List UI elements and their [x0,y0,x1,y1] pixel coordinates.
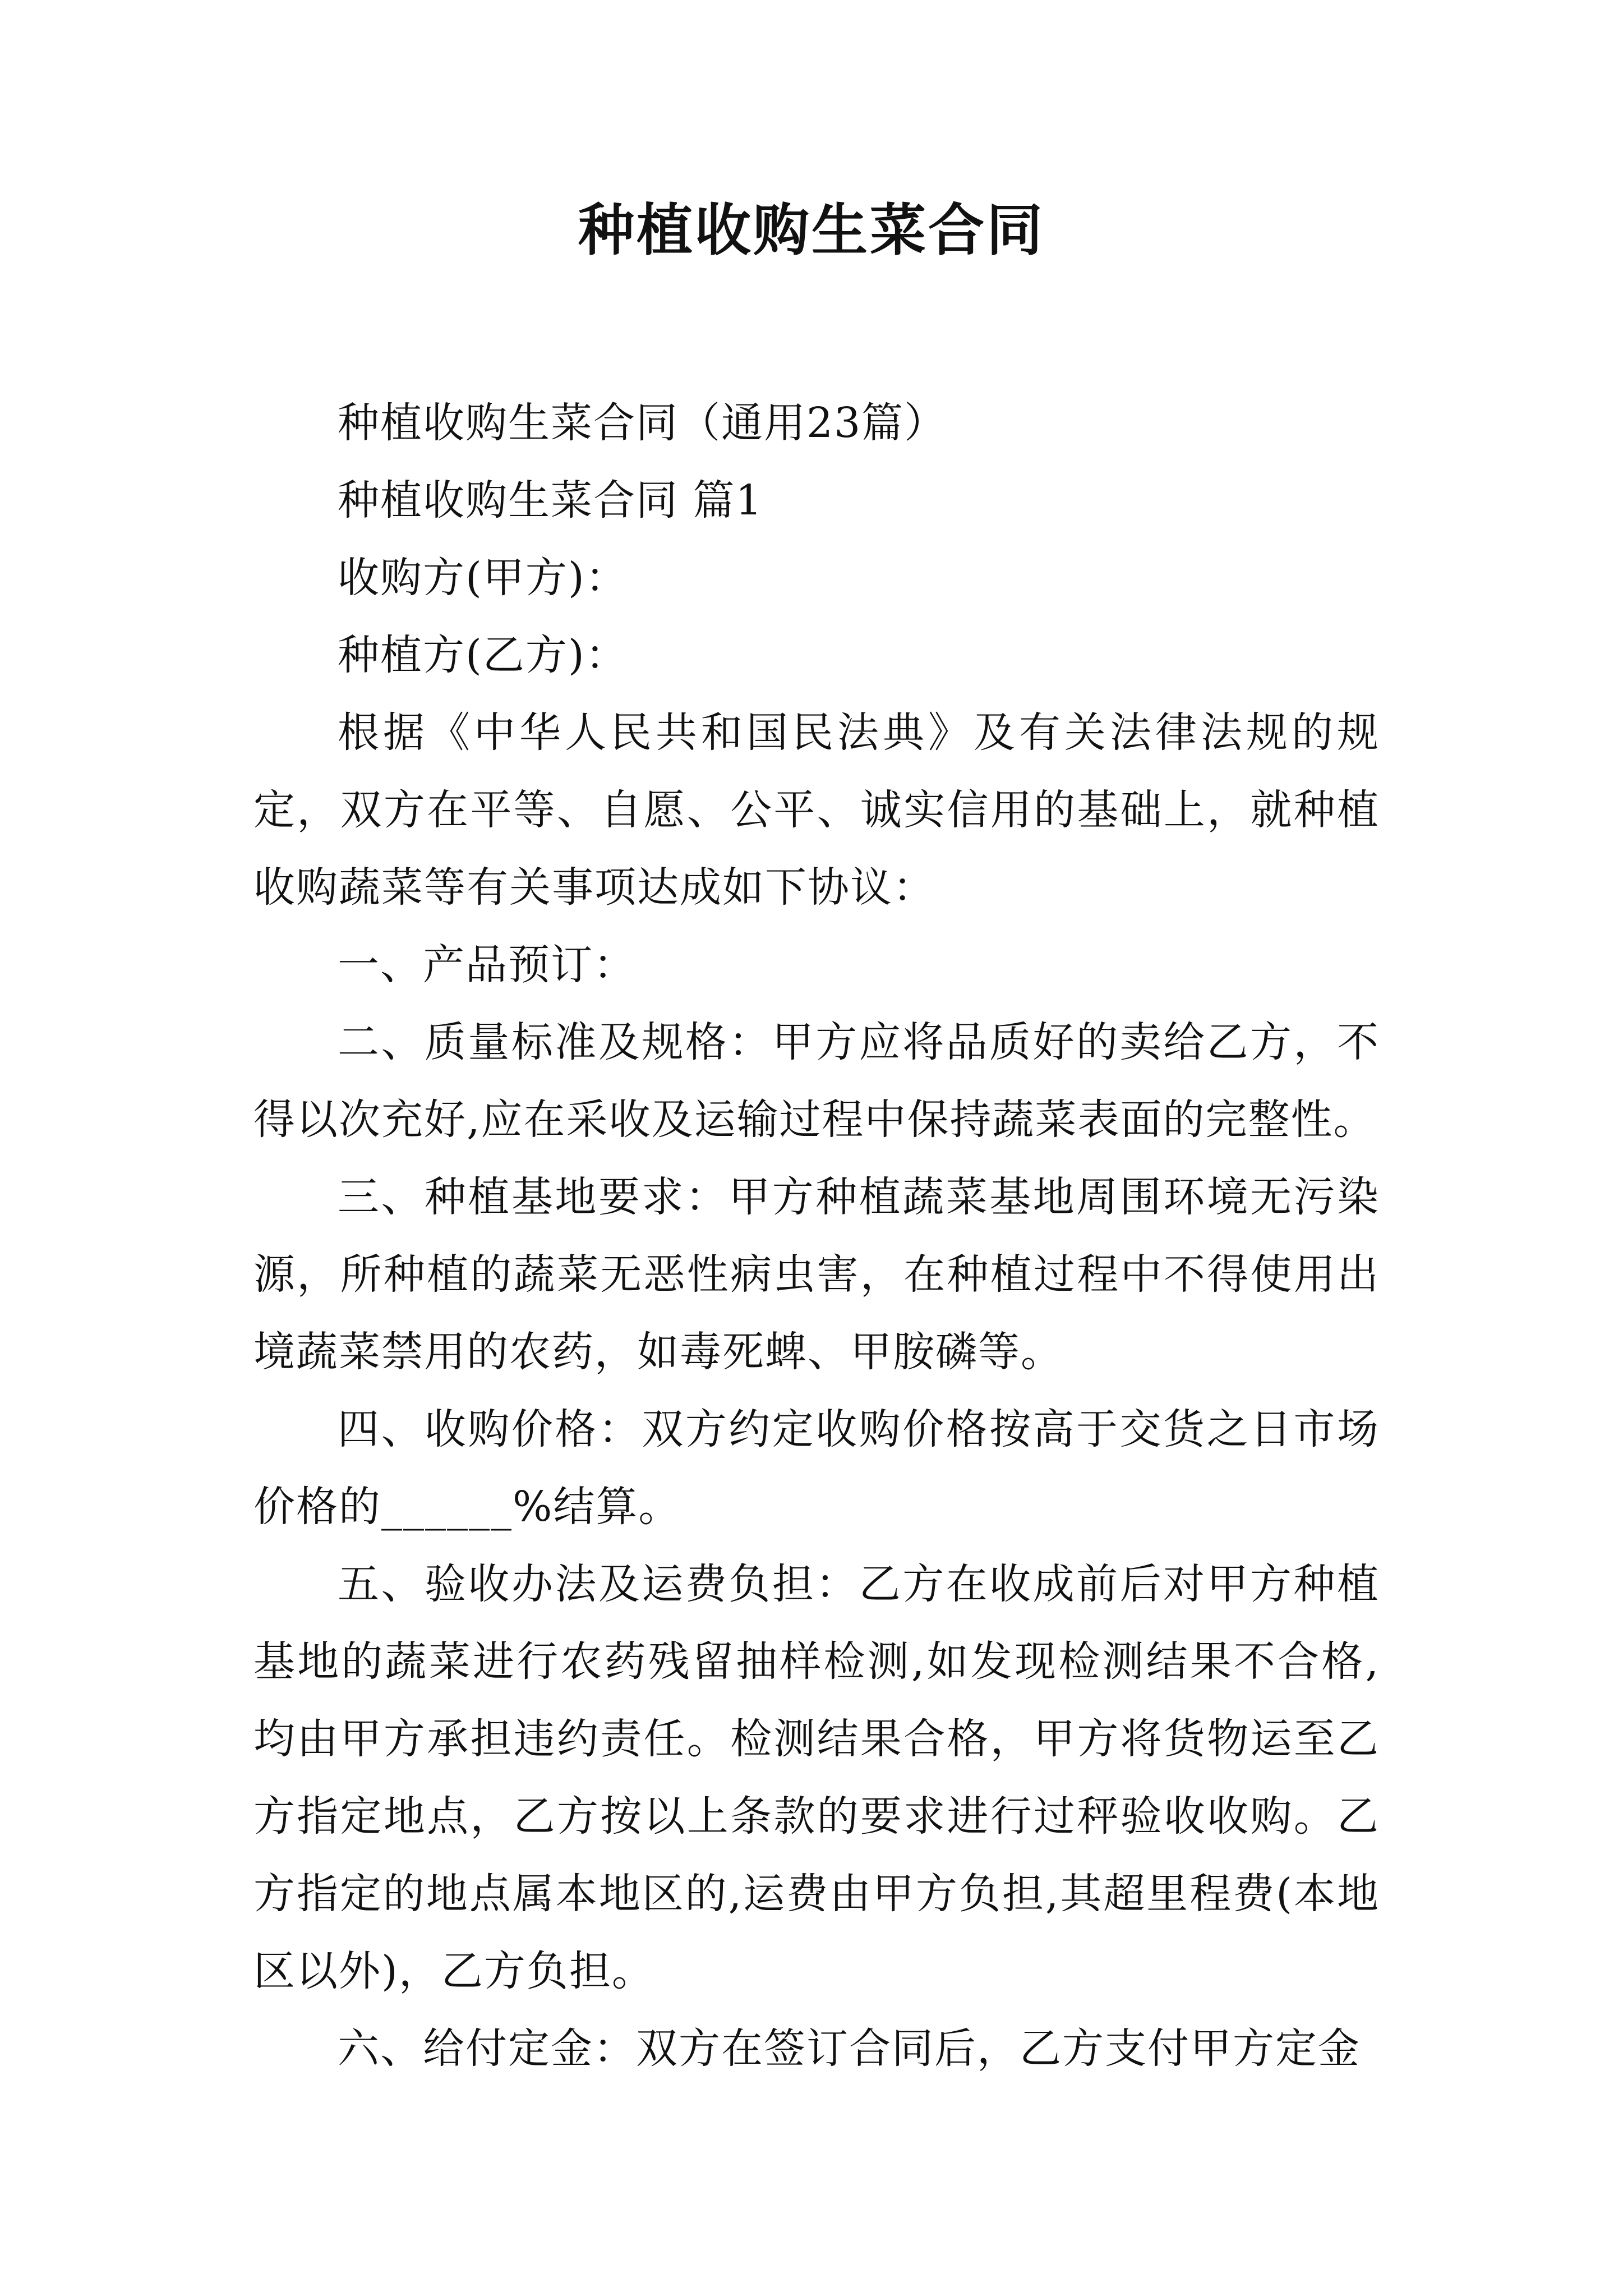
document-title: 种植收购生菜合同 [578,197,1045,263]
paragraph-clause-3: 三、种植基地要求：甲方种植蔬菜基地周围环境无污染源，所种植的蔬菜无恶性病虫害，在种植过程中不得使用出境蔬菜禁用的农药，如毒死蜱、甲胺磷等。 [253,1173,1380,1376]
paragraph-subtitle: 种植收购生菜合同（通用23篇） [338,399,947,447]
paragraph-preamble: 根据《中华人民共和国民法典》及有关法律法规的规定，双方在平等、自愿、公平、诚实信用的基础上，就种植收购蔬菜等有关事项达成如下协议： [253,708,1380,912]
paragraph-clause-4: 四、收购价格：双方约定收购价格按高于交货之日市场价格的______%结算。 [253,1405,1380,1531]
paragraph-clause-2: 二、质量标准及规格：甲方应将品质好的卖给乙方，不得以次充好,应在采收及运输过程中保持蔬菜表面的完整性。 [253,1018,1380,1144]
paragraph-party-a: 收购方(甲方)： [338,554,628,602]
paragraph-clause-6: 六、给付定金：双方在签订合同后，乙方支付甲方定金 [338,2024,1361,2073]
paragraph-party-b: 种植方(乙方)： [338,631,628,679]
paragraph-section-heading: 种植收购生菜合同 篇1 [338,476,763,524]
paragraph-clause-1: 一、产品预订： [338,941,636,989]
paragraph-clause-5: 五、验收办法及运费负担：乙方在收成前后对甲方种植基地的蔬菜进行农药残留抽样检测,如发现检测结果不合格,均由甲方承担违约责任。检测结果合格，甲方将货物运至乙方指定地点，乙方按以上条款的要求进行过秤验收收购。乙方指定的地点属本地区的,运费由甲方负担,其超里程费(本地区以外)，乙方负担。 [253,1560,1380,1995]
document-body [253,384,1380,2087]
